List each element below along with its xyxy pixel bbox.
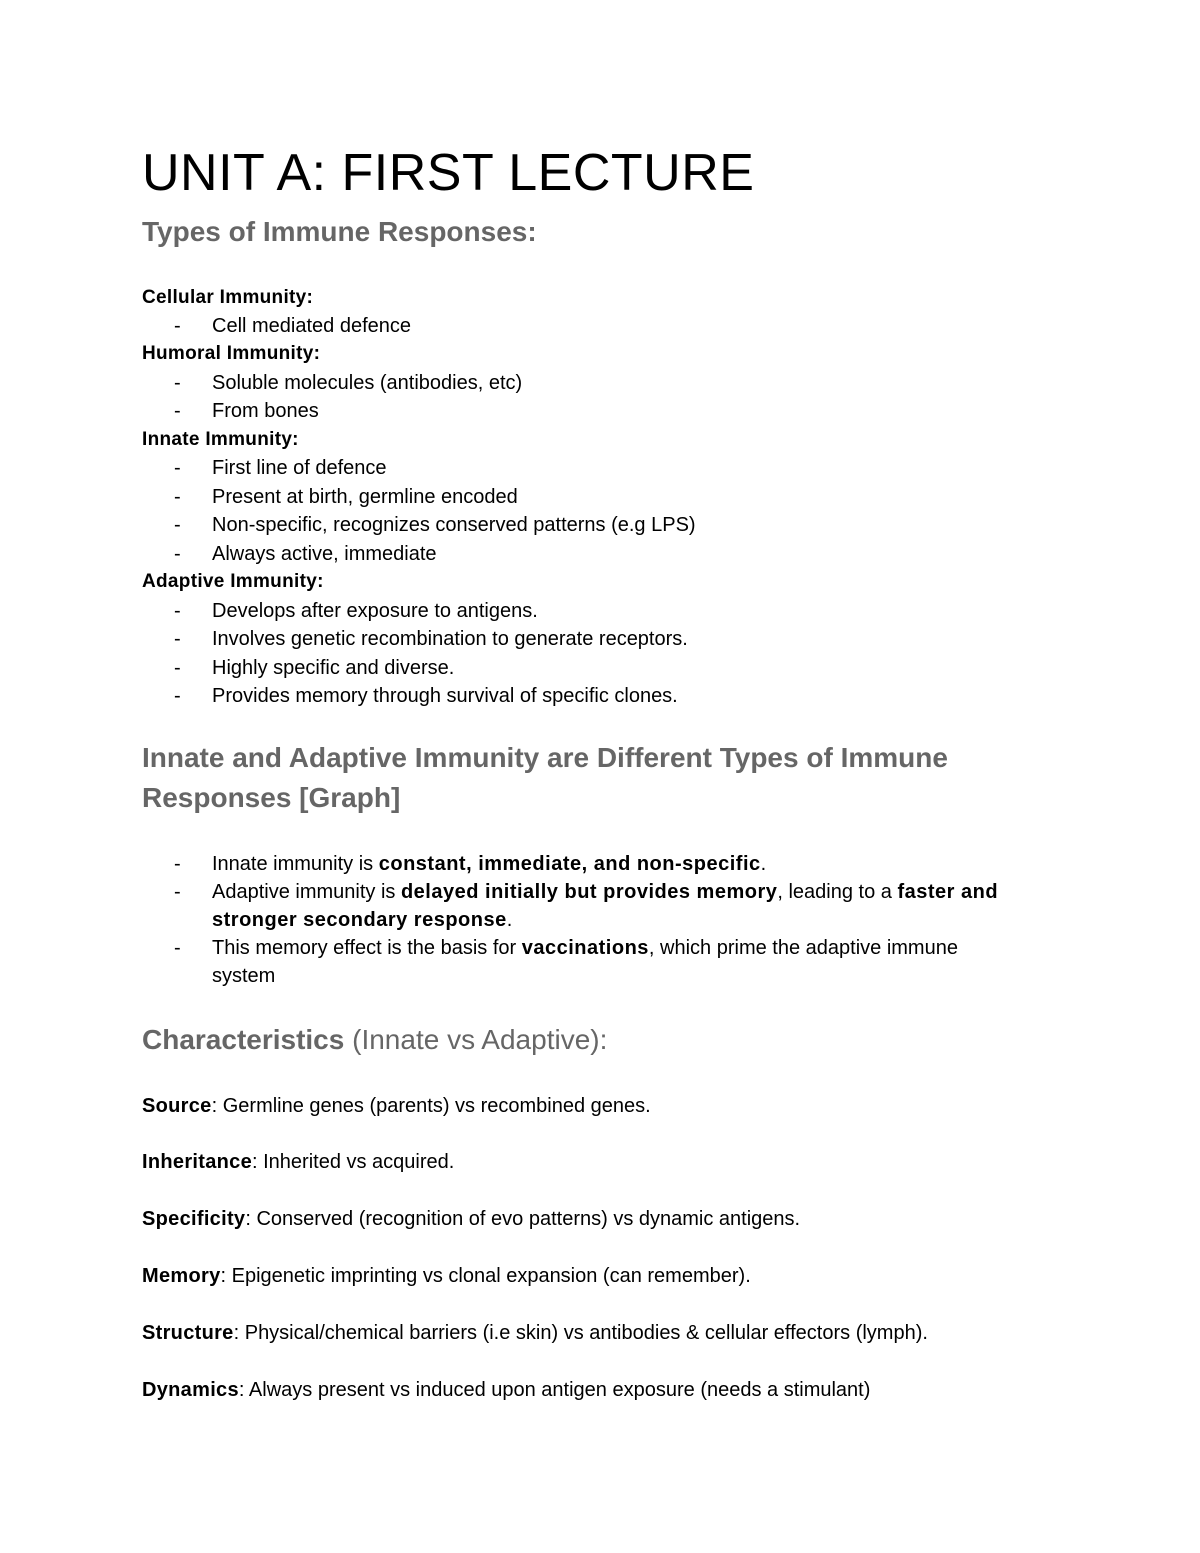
- heading-types-of-immune-responses: Types of Immune Responses:: [142, 216, 537, 247]
- section-label-innate: Innate Immunity:: [142, 429, 299, 450]
- characteristic-specificity: Specificity: Conserved (recognition of evo patterns) vs dynamic antigens.: [142, 1208, 801, 1230]
- section-label-adaptive: Adaptive Immunity:: [142, 571, 324, 592]
- characteristic-inheritance: Inheritance: Inherited vs acquired.: [142, 1151, 455, 1173]
- page-title: UNIT A: FIRST LECTURE: [142, 144, 755, 202]
- heading-innate-adaptive-line2: Responses [Graph]: [142, 782, 401, 813]
- characteristic-memory: Memory: Epigenetic imprinting vs clonal expansion (can remember).: [142, 1265, 751, 1287]
- characteristic-dynamics: Dynamics: Always present vs induced upon antigen exposure (needs a stimulant): [142, 1379, 871, 1401]
- characteristic-source: Source: Germline genes (parents) vs recombined genes.: [142, 1095, 651, 1117]
- heading-characteristics: Characteristics (Innate vs Adaptive):: [142, 1024, 608, 1055]
- section-label-humoral: Humoral Immunity:: [142, 343, 321, 364]
- heading-innate-adaptive-line1: Innate and Adaptive Immunity are Different Types of Immune: [142, 742, 948, 773]
- section-label-cellular: Cellular Immunity:: [142, 287, 314, 308]
- characteristic-structure: Structure: Physical/chemical barriers (i.e skin) vs antibodies & cellular effectors (lymph).: [142, 1322, 928, 1344]
